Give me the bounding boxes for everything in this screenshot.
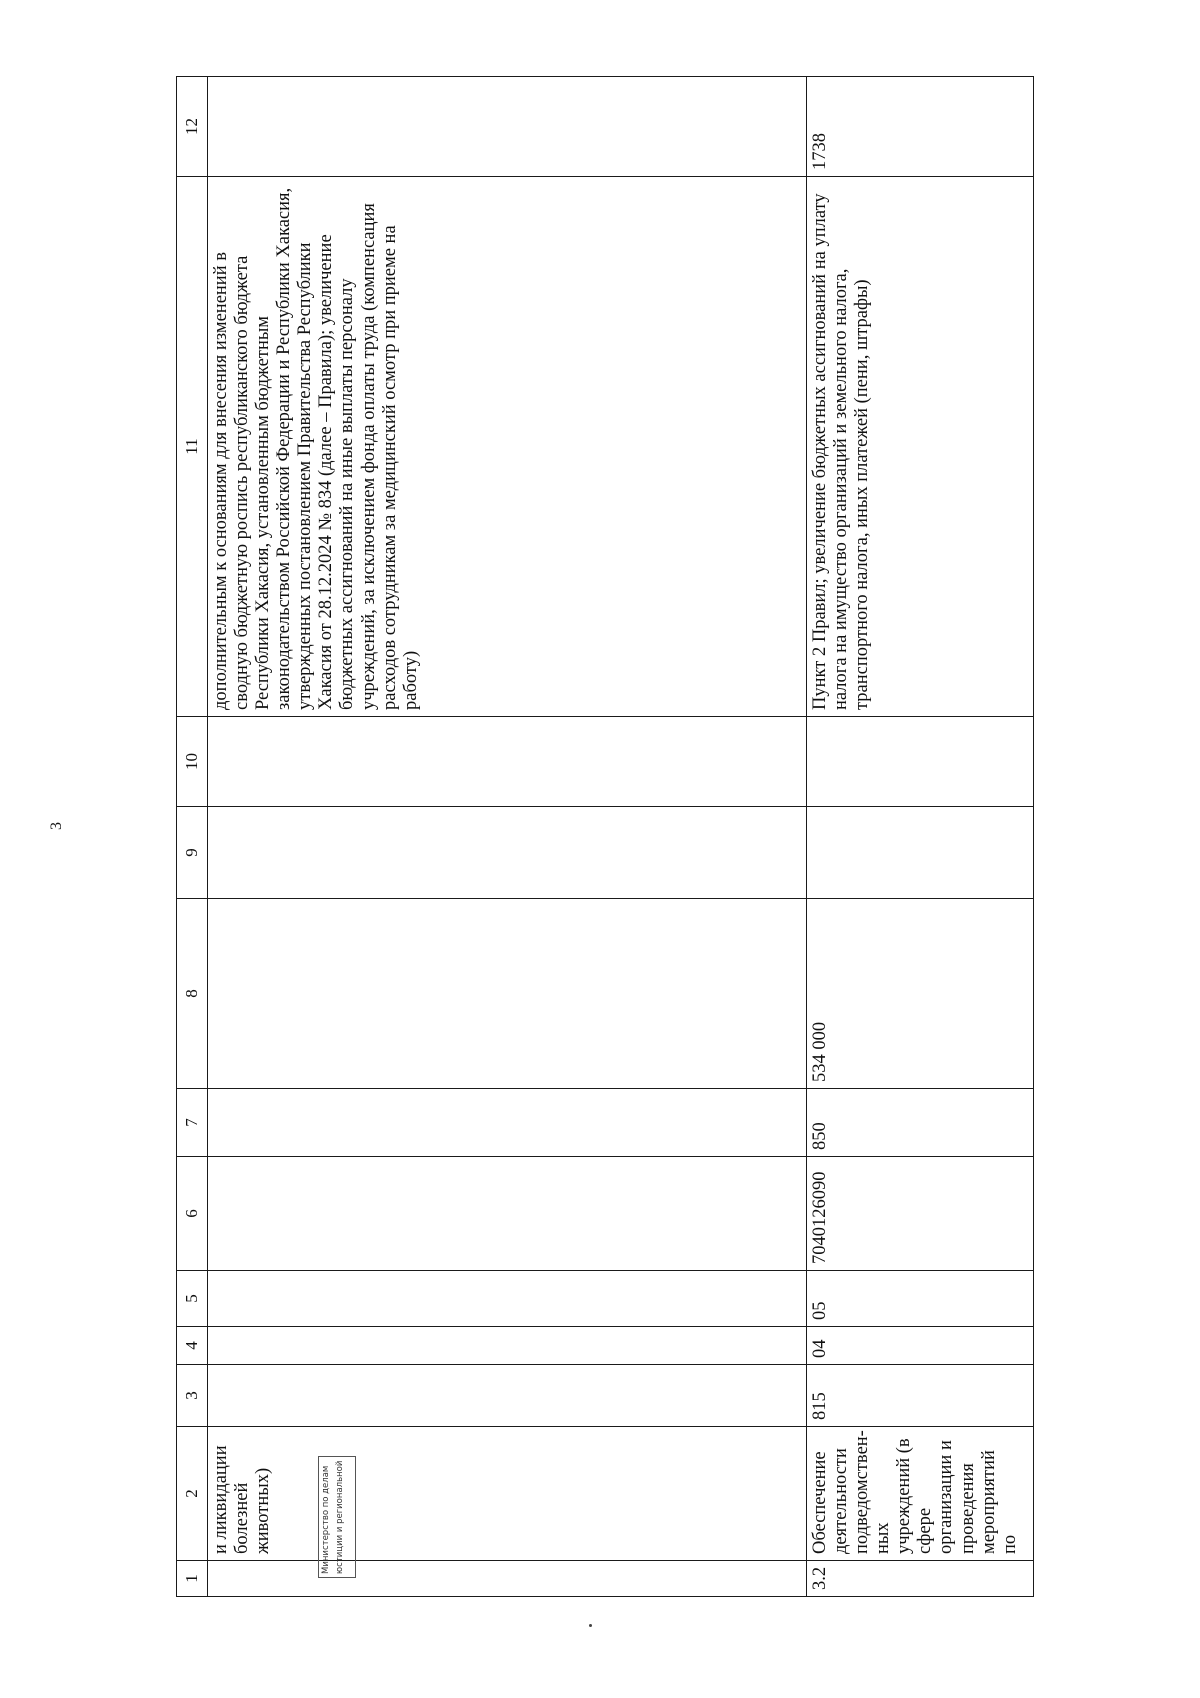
header-cell: 6 — [177, 1157, 208, 1271]
table-cell — [208, 1271, 807, 1327]
cell-name: Обеспечение деятельности подведомствен-ных учреждений (в сфере организации и проведения мероприятий по — [807, 1427, 1034, 1561]
cell-basis: дополнительным к основаниям для внесения изменений в сводную бюджетную роспись республиканского бюджета Республики Хакасия, установленным бюджетным законодательством Российской Федерации и Республики Хакасия, утвержденных постановлением Правительства Республики Хакасия от 28.12.2024 № 834 (далее – Правила); увеличение бюджетных ассигнований на иные выплаты персоналу учреждений, за исключением фонда оплаты труда (компенсация расходов сотрудникам за медицинский осмотр при приеме на работу) — [208, 177, 807, 717]
header-cell: 8 — [177, 899, 208, 1089]
cell-number: 3.2 — [807, 1561, 1034, 1597]
table-cell — [208, 807, 807, 899]
header-cell: 3 — [177, 1365, 208, 1427]
table-cell — [208, 1157, 807, 1271]
header-cell: 4 — [177, 1327, 208, 1365]
header-cell: 11 — [177, 177, 208, 717]
cell-basis: Пункт 2 Правил; увеличение бюджетных ассигнований на уплату налога на имущество организаций и земельного налога, транспортного налога, иных платежей (пени, штрафы) — [807, 177, 1034, 717]
cell-code: 1738 — [807, 77, 1034, 177]
rotated-table-container — [176, 77, 1076, 1597]
header-row — [177, 77, 208, 1597]
table-cell — [208, 1327, 807, 1365]
table-row — [208, 77, 807, 1597]
header-cell: 2 — [177, 1427, 208, 1561]
header-cell: 5 — [177, 1271, 208, 1327]
header-cell: 12 — [177, 77, 208, 177]
table-cell — [208, 899, 807, 1089]
cell-expense-type: 850 — [807, 1089, 1034, 1157]
stamp-line: Министерство по делам — [321, 1465, 331, 1574]
table-cell — [208, 1089, 807, 1157]
header-cell: 1 — [177, 1561, 208, 1597]
table-row — [807, 77, 1034, 1597]
cell-subsection: 05 — [807, 1271, 1034, 1327]
table-cell — [807, 717, 1034, 807]
budget-changes-table — [176, 76, 1034, 1597]
header-cell: 10 — [177, 717, 208, 807]
table-cell — [208, 717, 807, 807]
scan-artifact — [589, 1624, 592, 1627]
cell-grbs: 815 — [807, 1365, 1034, 1427]
cell-name: и ликвидации болезней животных) — [208, 1427, 807, 1561]
registration-stamp — [318, 1456, 356, 1578]
cell-section: 04 — [807, 1327, 1034, 1365]
page-number: 3 — [48, 822, 65, 830]
cell-amount: 534 000 — [807, 899, 1034, 1089]
header-cell: 9 — [177, 807, 208, 899]
cell-code — [208, 77, 807, 177]
table-cell — [807, 807, 1034, 899]
table-cell — [208, 1365, 807, 1427]
cell-number — [208, 1561, 807, 1597]
header-cell: 7 — [177, 1089, 208, 1157]
cell-target-article: 7040126090 — [807, 1157, 1034, 1271]
stamp-line: юстиции и региональной — [335, 1460, 346, 1574]
